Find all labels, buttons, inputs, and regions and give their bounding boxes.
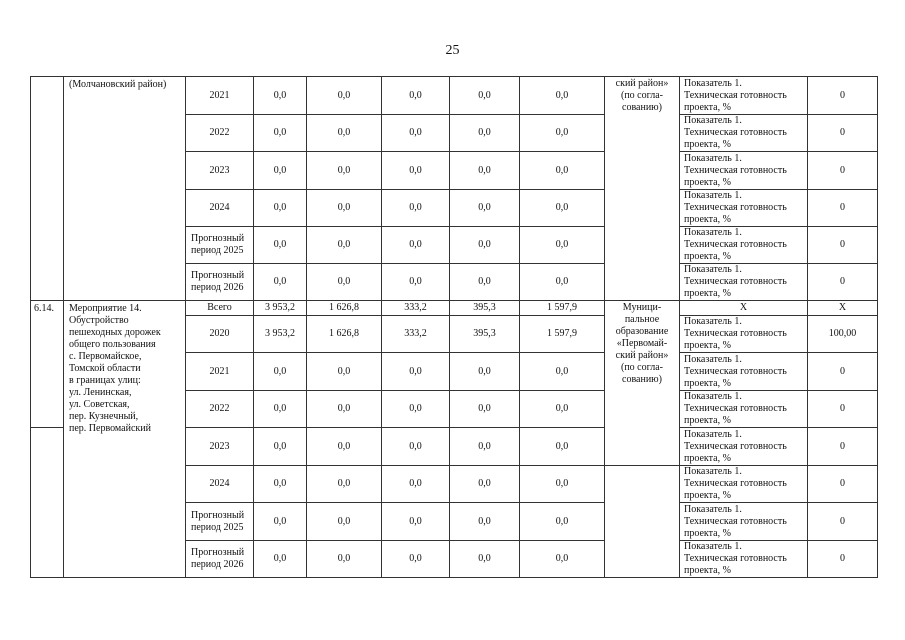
activity-name-cell: Мероприятие 14. Обустройство пешеходных дорожек общего пользования с. Первомайское, Томской области в границах улиц: ул. Ленинская, ул. Советская, пер. Кузнечный, пер. Первомайский bbox=[64, 301, 186, 578]
row-number-cell: 6.14. bbox=[31, 301, 64, 428]
indicator-cell: Показатель 1. Техническая готовность проекта, % bbox=[680, 190, 808, 227]
indicator-cell: Показатель 1. Техническая готовность проекта, % bbox=[680, 541, 808, 578]
prev-row-period: Прогнозный период 2026 bbox=[186, 264, 254, 301]
indicator-cell: Показатель 1. Техническая готовность проекта, % bbox=[680, 428, 808, 466]
indicator-target-value: 0 bbox=[808, 353, 878, 391]
row-other-value: 0,0 bbox=[520, 428, 605, 466]
prev-row-federal-value: 0,0 bbox=[307, 115, 382, 152]
prev-row-local-value: 0,0 bbox=[450, 190, 520, 227]
prev-row-period: 2022 bbox=[186, 115, 254, 152]
row-other-value: 0,0 bbox=[520, 353, 605, 391]
indicator-cell: X bbox=[680, 301, 808, 316]
row-local-value: 0,0 bbox=[450, 353, 520, 391]
indicator-cell: Показатель 1. Техническая готовность проекта, % bbox=[680, 227, 808, 264]
row-period: Прогнозный период 2026 bbox=[186, 541, 254, 578]
prev-row-other-value: 0,0 bbox=[520, 77, 605, 115]
prev-row-total-value: 0,0 bbox=[254, 264, 307, 301]
indicator-target-value: 0 bbox=[808, 77, 878, 115]
row-local-value: 0,0 bbox=[450, 391, 520, 428]
row-period: 2021 bbox=[186, 353, 254, 391]
row-total-value: 0,0 bbox=[254, 466, 307, 503]
prev-row-local-value: 0,0 bbox=[450, 227, 520, 264]
indicator-cell: Показатель 1. Техническая готовность проекта, % bbox=[680, 115, 808, 152]
row-local-value: 0,0 bbox=[450, 503, 520, 541]
prev-row-period: 2021 bbox=[186, 77, 254, 115]
indicator-target-value: 0 bbox=[808, 503, 878, 541]
indicator-target-value: 0 bbox=[808, 466, 878, 503]
executor-cell: Муници- пальное образование «Первомай- ский район» (по согла- сованию) bbox=[605, 301, 680, 466]
prev-row-period: 2024 bbox=[186, 190, 254, 227]
indicator-cell: Показатель 1. Техническая готовность проекта, % bbox=[680, 152, 808, 190]
prev-row-total-value: 0,0 bbox=[254, 227, 307, 264]
row-federal-value: 0,0 bbox=[307, 353, 382, 391]
row-regional-value: 0,0 bbox=[382, 391, 450, 428]
row-federal-value: 1 626,8 bbox=[307, 316, 382, 353]
prev-row-local-value: 0,0 bbox=[450, 152, 520, 190]
indicator-cell: Показатель 1. Техническая готовность проекта, % bbox=[680, 77, 808, 115]
row-number-cell bbox=[31, 428, 64, 578]
prev-row-regional-value: 0,0 bbox=[382, 190, 450, 227]
prev-row-total-value: 0,0 bbox=[254, 152, 307, 190]
prev-row-other-value: 0,0 bbox=[520, 227, 605, 264]
prev-row-total-value: 0,0 bbox=[254, 190, 307, 227]
prev-row-federal-value: 0,0 bbox=[307, 264, 382, 301]
table-row-total bbox=[31, 301, 878, 316]
activity-name-cell: (Молчановский район) bbox=[64, 77, 186, 301]
indicator-target-value: 0 bbox=[808, 541, 878, 578]
prev-row-regional-value: 0,0 bbox=[382, 77, 450, 115]
indicator-target-value: 0 bbox=[808, 428, 878, 466]
total-row-other-value: 1 597,9 bbox=[520, 301, 605, 316]
prev-row-other-value: 0,0 bbox=[520, 115, 605, 152]
indicator-target-value: X bbox=[808, 301, 878, 316]
row-other-value: 1 597,9 bbox=[520, 316, 605, 353]
prev-row-federal-value: 0,0 bbox=[307, 77, 382, 115]
indicator-cell: Показатель 1. Техническая готовность проекта, % bbox=[680, 264, 808, 301]
prev-row-period: Прогнозный период 2025 bbox=[186, 227, 254, 264]
row-federal-value: 0,0 bbox=[307, 428, 382, 466]
row-regional-value: 0,0 bbox=[382, 503, 450, 541]
row-local-value: 395,3 bbox=[450, 316, 520, 353]
row-regional-value: 0,0 bbox=[382, 541, 450, 578]
indicator-target-value: 0 bbox=[808, 115, 878, 152]
prev-row-other-value: 0,0 bbox=[520, 264, 605, 301]
prev-row-total-value: 0,0 bbox=[254, 115, 307, 152]
indicator-target-value: 0 bbox=[808, 152, 878, 190]
indicator-cell: Показатель 1. Техническая готовность проекта, % bbox=[680, 353, 808, 391]
row-total-value: 0,0 bbox=[254, 391, 307, 428]
total-row-period: Всего bbox=[186, 301, 254, 316]
indicator-cell: Показатель 1. Техническая готовность проекта, % bbox=[680, 503, 808, 541]
total-row-local-value: 395,3 bbox=[450, 301, 520, 316]
total-row-regional-value: 333,2 bbox=[382, 301, 450, 316]
prev-row-period: 2023 bbox=[186, 152, 254, 190]
row-total-value: 0,0 bbox=[254, 541, 307, 578]
row-federal-value: 0,0 bbox=[307, 391, 382, 428]
row-regional-value: 333,2 bbox=[382, 316, 450, 353]
prev-row-total-value: 0,0 bbox=[254, 77, 307, 115]
indicator-cell: Показатель 1. Техническая готовность проекта, % bbox=[680, 391, 808, 428]
row-total-value: 0,0 bbox=[254, 353, 307, 391]
row-period: 2023 bbox=[186, 428, 254, 466]
prev-row-federal-value: 0,0 bbox=[307, 190, 382, 227]
row-regional-value: 0,0 bbox=[382, 428, 450, 466]
indicator-target-value: 0 bbox=[808, 190, 878, 227]
row-federal-value: 0,0 bbox=[307, 466, 382, 503]
indicator-target-value: 100,00 bbox=[808, 316, 878, 353]
executor-cell bbox=[605, 466, 680, 578]
budget-table bbox=[30, 76, 878, 578]
prev-row-regional-value: 0,0 bbox=[382, 115, 450, 152]
prev-row-regional-value: 0,0 bbox=[382, 152, 450, 190]
indicator-cell: Показатель 1. Техническая готовность проекта, % bbox=[680, 316, 808, 353]
indicator-target-value: 0 bbox=[808, 391, 878, 428]
row-total-value: 0,0 bbox=[254, 428, 307, 466]
table-row bbox=[31, 77, 878, 115]
prev-row-local-value: 0,0 bbox=[450, 264, 520, 301]
prev-row-regional-value: 0,0 bbox=[382, 227, 450, 264]
page-number: 25 bbox=[445, 43, 460, 58]
executor-cell: ский район» (по согла- сованию) bbox=[605, 77, 680, 301]
total-row-federal-value: 1 626,8 bbox=[307, 301, 382, 316]
prev-row-other-value: 0,0 bbox=[520, 152, 605, 190]
row-regional-value: 0,0 bbox=[382, 466, 450, 503]
indicator-target-value: 0 bbox=[808, 227, 878, 264]
indicator-target-value: 0 bbox=[808, 264, 878, 301]
row-other-value: 0,0 bbox=[520, 466, 605, 503]
row-federal-value: 0,0 bbox=[307, 541, 382, 578]
row-number-cell bbox=[31, 77, 64, 301]
prev-row-regional-value: 0,0 bbox=[382, 264, 450, 301]
row-total-value: 0,0 bbox=[254, 503, 307, 541]
row-local-value: 0,0 bbox=[450, 541, 520, 578]
row-local-value: 0,0 bbox=[450, 428, 520, 466]
row-other-value: 0,0 bbox=[520, 503, 605, 541]
prev-row-local-value: 0,0 bbox=[450, 77, 520, 115]
indicator-cell: Показатель 1. Техническая готовность проекта, % bbox=[680, 466, 808, 503]
total-row-total-value: 3 953,2 bbox=[254, 301, 307, 316]
row-other-value: 0,0 bbox=[520, 391, 605, 428]
row-period: Прогнозный период 2025 bbox=[186, 503, 254, 541]
row-period: 2020 bbox=[186, 316, 254, 353]
row-local-value: 0,0 bbox=[450, 466, 520, 503]
prev-row-federal-value: 0,0 bbox=[307, 152, 382, 190]
prev-row-local-value: 0,0 bbox=[450, 115, 520, 152]
prev-row-other-value: 0,0 bbox=[520, 190, 605, 227]
row-other-value: 0,0 bbox=[520, 541, 605, 578]
row-period: 2024 bbox=[186, 466, 254, 503]
row-regional-value: 0,0 bbox=[382, 353, 450, 391]
prev-row-federal-value: 0,0 bbox=[307, 227, 382, 264]
row-federal-value: 0,0 bbox=[307, 503, 382, 541]
row-total-value: 3 953,2 bbox=[254, 316, 307, 353]
row-period: 2022 bbox=[186, 391, 254, 428]
table-body bbox=[31, 77, 878, 578]
